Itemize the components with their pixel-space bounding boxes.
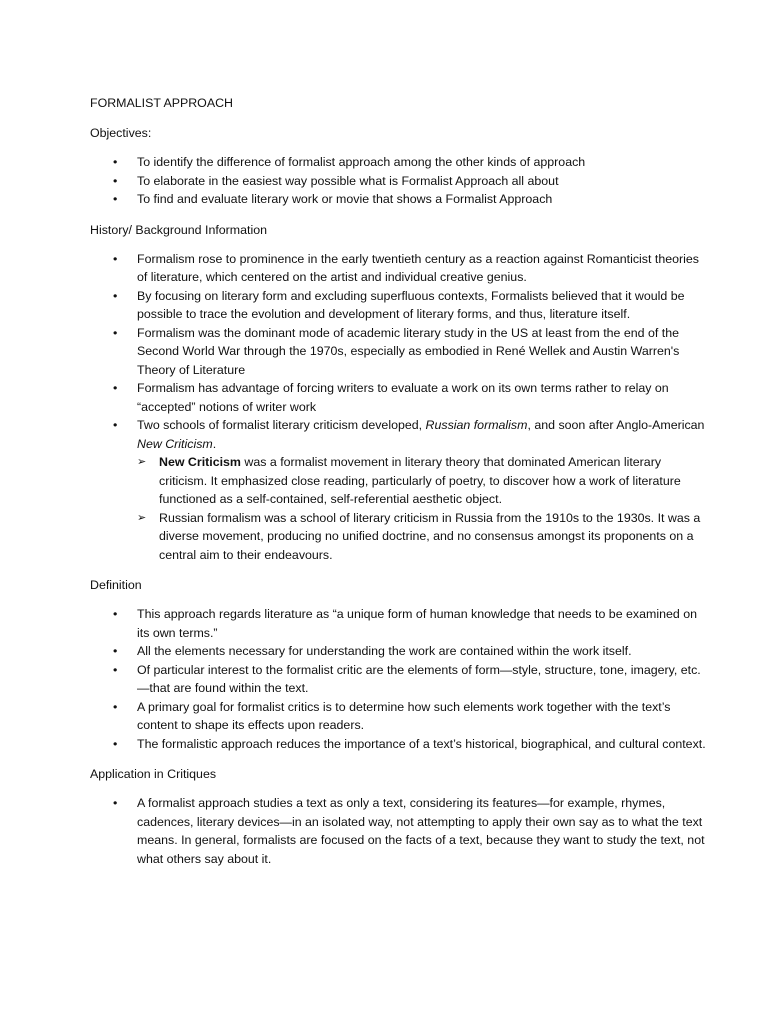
schools-pre-text: Two schools of formalist literary criticism developed, xyxy=(137,418,426,432)
list-item xyxy=(90,250,708,287)
schools-mid-text: , and soon after Anglo-American xyxy=(527,418,705,432)
sub-item-text: Russian formalism was a school of literary criticism in Russia from the 1910s to the 1930s. It was a diverse movement, producing no unified doctrine, and no consensus amongst its proponents on a central aim to their endeavours. xyxy=(159,510,701,562)
list-item-text: The formalistic approach reduces the importance of a text’s historical, biographical, and cultural context. xyxy=(137,736,706,751)
bullet-icon: • xyxy=(113,418,118,432)
history-heading: History/ Background Information xyxy=(90,222,267,237)
schools-post-text: . xyxy=(212,436,217,451)
sub-list-item xyxy=(137,509,708,565)
bullet-icon: • xyxy=(113,192,118,206)
list-item-text: All the elements necessary for understanding the work are contained within the work itself. xyxy=(137,644,632,658)
list-item xyxy=(90,642,708,661)
sub-list-item xyxy=(137,453,708,509)
list-item-text: This approach regards literature as “a unique form of human knowledge that needs to be examined on its own terms.” xyxy=(137,607,697,640)
document-title: FORMALIST APPROACH xyxy=(90,96,233,110)
application-list xyxy=(90,794,708,868)
bullet-icon: • xyxy=(113,736,118,751)
list-item xyxy=(90,698,708,735)
application-heading: Application in Critiques xyxy=(90,767,217,781)
list-item-text: To find and evaluate literary work or movie that shows a Formalist Approach xyxy=(137,192,553,206)
bullet-icon: • xyxy=(113,288,118,303)
definition-heading: Definition xyxy=(90,578,142,592)
list-item xyxy=(90,605,708,642)
list-item xyxy=(90,172,708,191)
list-item xyxy=(90,794,708,868)
russian-formalism-term: Russian formalism xyxy=(425,418,528,432)
list-item-text: Formalism has advantage of forcing writers to evaluate a work on its own terms rather to relay on “accepted” notions of writer work xyxy=(137,381,669,414)
bullet-icon: • xyxy=(113,155,118,169)
list-item-text: A primary goal for formalist critics is to determine how such elements work together with the text’s content to shape its effects upon readers. xyxy=(137,699,671,732)
list-item xyxy=(90,416,708,564)
list-item-text: Formalism rose to prominence in the early twentieth century as a reaction against Romanticist theories of literature, which centered on the artist and individual creative genius. xyxy=(137,251,699,284)
objectives-list xyxy=(90,153,708,209)
list-item-text: Of particular interest to the formalist critic are the elements of form—style, structure, tone, imagery, etc.—that are found within the text. xyxy=(137,662,701,695)
schools-sub-list xyxy=(137,453,708,564)
history-list xyxy=(90,250,708,565)
list-item xyxy=(90,379,708,416)
objectives-heading: Objectives: xyxy=(90,126,152,140)
new-criticism-term: New Criticism xyxy=(137,436,213,451)
definition-list xyxy=(90,605,708,753)
bullet-icon: • xyxy=(113,325,118,340)
list-item xyxy=(90,153,708,172)
bullet-icon: • xyxy=(113,662,118,677)
bullet-icon: • xyxy=(113,173,118,188)
bullet-icon: • xyxy=(113,607,118,621)
bullet-icon: • xyxy=(113,699,118,714)
list-item xyxy=(90,661,708,698)
bullet-icon: • xyxy=(113,644,118,658)
sub-item-text: was a formalist movement in literary theory that dominated American literary criticism. It emphasized close reading, particularly of poetry, to discover how a work of literature functioned as a self-contained, self-referential aesthetic object. xyxy=(159,455,681,506)
list-item xyxy=(90,287,708,324)
bullet-icon: • xyxy=(113,796,118,810)
list-item xyxy=(90,735,708,754)
bullet-icon: • xyxy=(113,251,118,266)
sub-item-bold: New Criticism xyxy=(159,455,241,469)
list-item-text: A formalist approach studies a text as only a text, considering its features—for example, rhymes, cadences, literary devices—in an isolated way, not attempting to apply their own say as to what the text means. In general, formalists are focused on the facts of a text, because they want to study the text, not what others say about it. xyxy=(137,796,705,866)
bullet-icon: • xyxy=(113,381,118,395)
arrow-bullet-icon: ➢ xyxy=(137,456,147,468)
list-item xyxy=(90,190,708,209)
list-item-text: Formalism was the dominant mode of academic literary study in the US at least from the end of the Second World War through the 1970s, especially as embodied in René Wellek and Austin Warren's Theory of Literature xyxy=(137,325,680,377)
list-item-text: To identify the difference of formalist approach among the other kinds of approach xyxy=(137,155,586,169)
arrow-bullet-icon: ➢ xyxy=(137,511,147,524)
list-item-text: By focusing on literary form and excluding superfluous contexts, Formalists believed that it would be possible to trace the evolution and development of literary forms, and thus, literature itself. xyxy=(137,288,685,321)
list-item xyxy=(90,324,708,380)
list-item-text: To elaborate in the easiest way possible what is Formalist Approach all about xyxy=(137,173,559,188)
